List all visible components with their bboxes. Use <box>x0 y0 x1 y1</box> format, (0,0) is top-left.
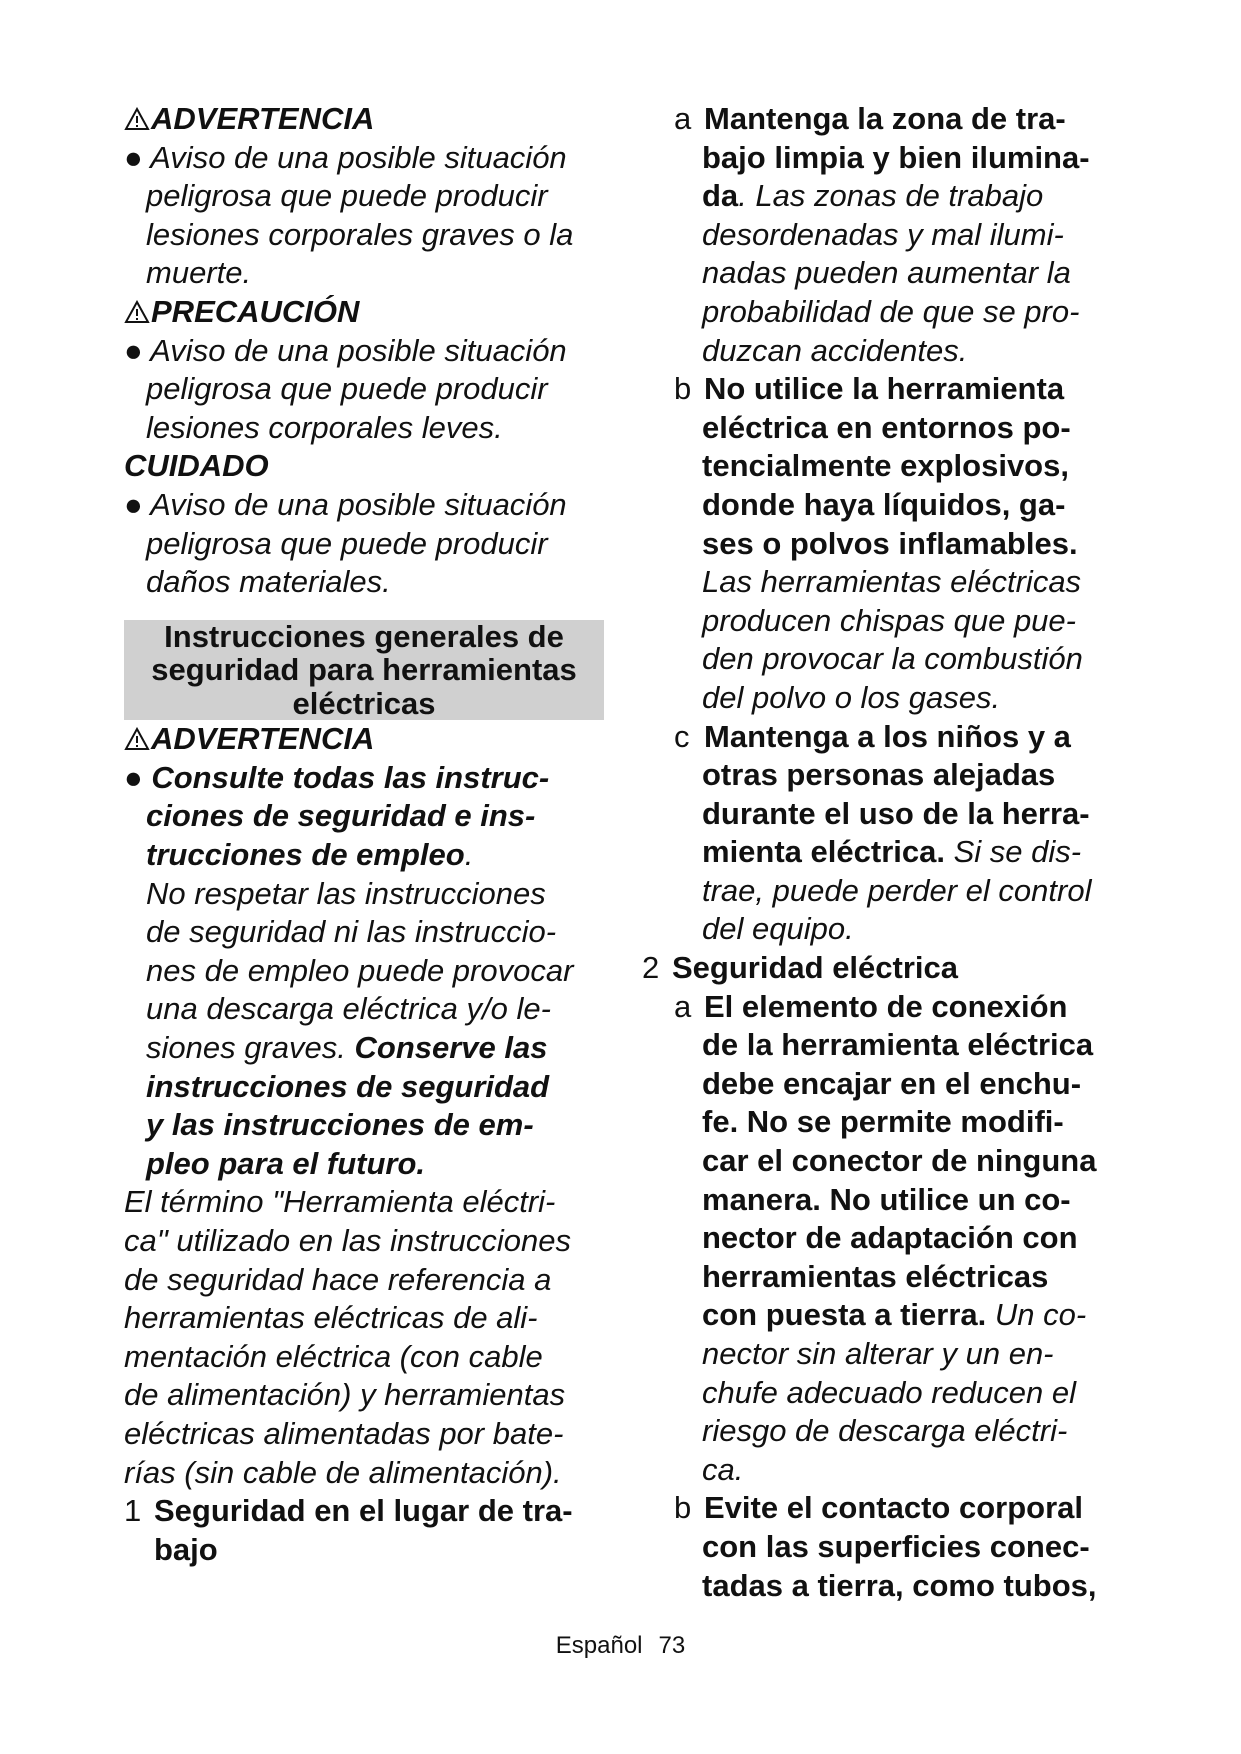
item-bold-text: mienta eléctrica. <box>702 834 945 870</box>
item-a2-line <box>642 988 1142 1027</box>
term-text-line: de seguridad hace referencia a <box>124 1261 552 1297</box>
item-a2-line: nector sin alterar y un en- <box>702 1336 1054 1371</box>
warning-heading <box>124 100 604 139</box>
instructions-bold-line: y las instrucciones de em- <box>146 1107 534 1143</box>
instructions-text-line: nes de empleo puede provocar <box>146 952 574 988</box>
caution-text-line: lesiones corporales leves. <box>146 409 503 445</box>
term-text-line: El término "Herramienta eléctri- <box>124 1184 556 1220</box>
item-a2-line: herramientas eléctricas <box>702 1258 1049 1294</box>
instructions-text-line <box>124 1029 604 1068</box>
warning-text-line: lesiones corporales graves o la <box>146 216 574 252</box>
term-text-line: ca" utilizado en las instrucciones <box>124 1222 571 1258</box>
item-b1-line: producen chispas que pue- <box>702 602 1076 638</box>
caution-heading <box>124 293 604 332</box>
item-a2-line: car el conector de ninguna <box>702 1143 1097 1179</box>
section-title-text: Seguridad en el lugar de tra- <box>154 1493 573 1529</box>
item-letter: b <box>674 1490 692 1526</box>
section-1-heading-cont: bajo <box>154 1531 218 1567</box>
warning-text-line: peligrosa que puede producir <box>146 178 548 214</box>
item-b1-line: eléctrica en entornos po- <box>702 409 1071 445</box>
warning-title: ADVERTENCIA <box>151 101 375 136</box>
section-title-line: seguridad para herramientas <box>151 652 577 688</box>
left-column <box>124 100 604 1569</box>
footer-language: Español <box>555 1632 643 1659</box>
item-bold-text: No utilice la herramienta <box>704 371 1065 407</box>
item-c1-line: del equipo. <box>702 911 854 947</box>
item-b2-line: con las superficies conec- <box>702 1528 1090 1564</box>
instructions-bold-fragment: Conserve las <box>354 1029 548 1065</box>
term-text-line: de alimentación) y herramientas <box>124 1377 566 1413</box>
item-a1-line: desordenadas y mal ilumi- <box>702 216 1064 252</box>
instructions-bullet-line: ciones de seguridad e ins- <box>146 798 536 834</box>
caution-title: PRECAUCIÓN <box>151 293 360 329</box>
item-letter: b <box>674 371 692 407</box>
care-text-line: ● Aviso de una posible situación <box>124 486 567 522</box>
item-b1-line <box>642 370 1142 409</box>
instructions-bold-fragment: trucciones de empleo <box>146 837 465 872</box>
caution-text-line: ● Aviso de una posible situación <box>124 332 567 368</box>
section-title-line: Instrucciones generales de <box>164 618 564 654</box>
instructions-bullet-line: ● Consulte todas las instruc- <box>124 759 550 795</box>
item-letter: a <box>674 101 692 136</box>
care-heading: CUIDADO <box>124 448 269 484</box>
page-footer <box>0 1632 1241 1660</box>
term-text-line: rías (sin cable de alimentación). <box>124 1454 562 1490</box>
item-a2-line: riesgo de descarga eléctri- <box>702 1413 1068 1449</box>
warning-heading-2 <box>124 720 604 759</box>
warning-text-line: muerte. <box>146 255 252 291</box>
item-a2-line: fe. No se permite modifi- <box>702 1104 1064 1140</box>
item-c1-line <box>642 718 1142 757</box>
item-b1-line: den provocar la combustión <box>702 641 1083 677</box>
item-b1-line: tencialmente explosivos, <box>702 448 1069 484</box>
item-a2-line: de la herramienta eléctrica <box>702 1027 1094 1063</box>
section-number: 2 <box>642 950 660 986</box>
warning-title-2: ADVERTENCIA <box>151 721 375 757</box>
item-letter: c <box>674 718 690 754</box>
term-text-line: mentación eléctrica (con cable <box>124 1338 543 1374</box>
item-a2-line: manera. No utilice un co- <box>702 1181 1071 1217</box>
item-letter: a <box>674 988 692 1024</box>
warning-triangle-icon <box>124 107 150 131</box>
instructions-bullet-line <box>124 836 604 875</box>
item-a2-line <box>642 1296 1142 1335</box>
term-text-line: herramientas eléctricas de ali- <box>124 1300 538 1336</box>
item-a1-line: bajo limpia y bien ilumina- <box>702 139 1090 175</box>
item-bold-text: El elemento de conexión <box>704 988 1068 1024</box>
warning-triangle-icon <box>124 727 150 751</box>
instructions-bold-line: pleo para el futuro. <box>146 1145 426 1181</box>
instructions-text-line: No respetar las instrucciones <box>146 875 546 911</box>
caution-text-line: peligrosa que puede producir <box>146 371 548 407</box>
section-2-heading <box>642 949 1142 988</box>
item-a1-line <box>642 100 1142 139</box>
care-text-line: peligrosa que puede producir <box>146 525 548 561</box>
care-text-line: daños materiales. <box>146 564 391 600</box>
item-a2-line: debe encajar en el enchu- <box>702 1065 1082 1101</box>
section-title-line: eléctricas <box>292 685 436 721</box>
warning-text-line: ● Aviso de una posible situación <box>124 139 567 175</box>
item-bold-text: con puesta a tierra. <box>702 1297 987 1333</box>
item-a1-line: probabilidad de que se pro- <box>702 293 1080 329</box>
item-italic-text: Un co- <box>986 1297 1087 1333</box>
instructions-plain-fragment: siones graves. <box>146 1029 355 1065</box>
item-a2-line: chufe adecuado reducen el <box>702 1374 1077 1410</box>
section-number: 1 <box>124 1493 142 1529</box>
item-bold-text: da <box>702 178 739 214</box>
right-column <box>642 100 1142 1605</box>
item-italic-text: . Las zonas de trabajo <box>738 178 1044 214</box>
instructions-text-line: una descarga eléctrica y/o le- <box>146 991 551 1027</box>
section-1-heading <box>124 1492 604 1531</box>
item-b1-line: ses o polvos inflamables. <box>702 525 1078 561</box>
item-c1-line: otras personas alejadas <box>702 757 1056 793</box>
instructions-bold-line: instrucciones de seguridad <box>146 1068 550 1104</box>
item-c1-line: durante el uso de la herra- <box>702 795 1090 831</box>
item-bold-text: Mantenga la zona de tra- <box>704 101 1066 136</box>
instructions-text-line: de seguridad ni las instruccio- <box>146 914 557 950</box>
item-bold-text: Evite el contacto corporal <box>704 1490 1083 1526</box>
item-a2-line: nector de adaptación con <box>702 1220 1078 1256</box>
section-title-text: Seguridad eléctrica <box>672 950 959 986</box>
item-b2-line: tadas a tierra, como tubos, <box>702 1567 1097 1603</box>
item-b2-line <box>642 1489 1142 1528</box>
item-a1-line: duzcan accidentes. <box>702 332 968 368</box>
item-italic-text: Si se dis- <box>944 834 1082 870</box>
item-b1-line: del polvo o los gases. <box>702 679 1001 715</box>
item-bold-text: Mantenga a los niños y a <box>704 718 1071 754</box>
item-c1-line: trae, puede perder el control <box>702 872 1092 908</box>
section-title-box <box>124 620 604 721</box>
item-b1-line: Las herramientas eléctricas <box>702 564 1082 600</box>
item-a2-line: ca. <box>702 1451 744 1487</box>
item-b1-line: donde haya líquidos, ga- <box>702 486 1066 522</box>
item-c1-line <box>642 833 1142 872</box>
period-fragment: . <box>464 837 474 872</box>
term-text-line: eléctricas alimentadas por bate- <box>124 1415 564 1451</box>
item-a1-line <box>642 177 1142 216</box>
item-a1-line: nadas pueden aumentar la <box>702 255 1071 291</box>
caution-triangle-icon <box>124 300 150 324</box>
page-number: 73 <box>658 1632 686 1659</box>
